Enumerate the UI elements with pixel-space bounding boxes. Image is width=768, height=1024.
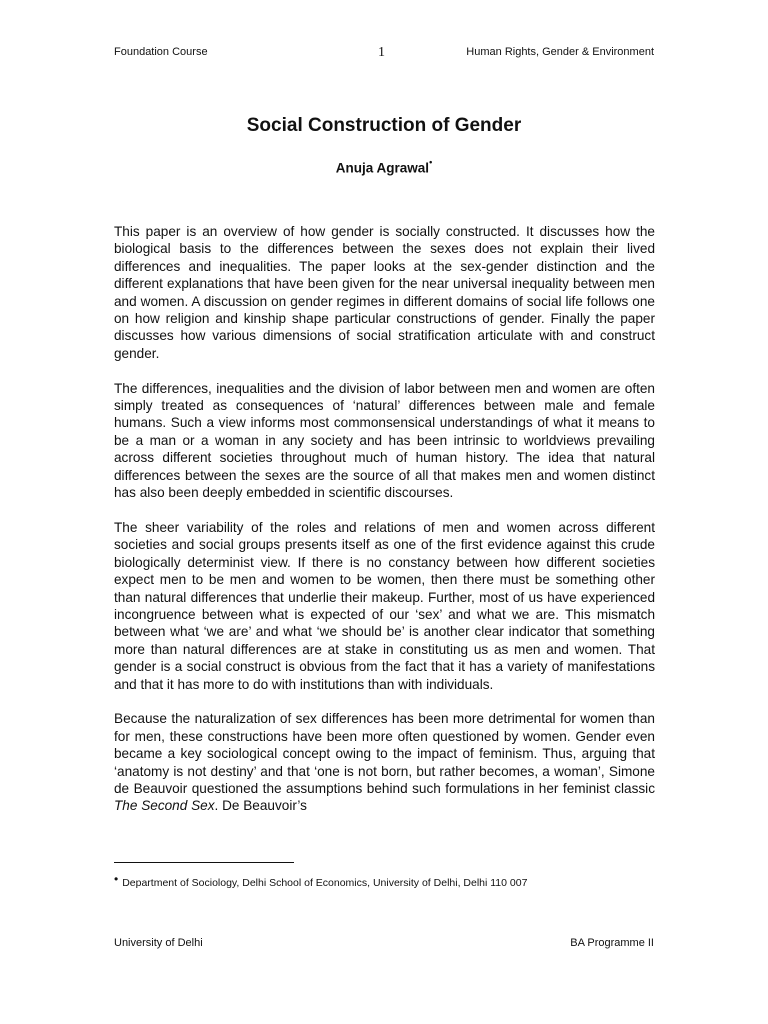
paragraph-naturalization [114,710,655,814]
paragraph-abstract: This paper is an overview of how gender is socially constructed. It discusses how the biological basis to the differences between the sexes does not explain their lived differences and inequalities. The paper looks at the sex-gender distinction and the different explanations that have been given for the near universal inequality between men and women. A discussion on gender regimes in different domains of social life follows one on how religion and kinship shape particular constructions of gender. Finally the paper discusses how various dimensions of social stratification articulate with and construct gender. [114,224,655,361]
paragraph-text: Because the naturalization of sex differences has been more detrimental for women than for men, these constructions have been more often questioned by women. Gender even became a key sociological concept owing to the impact of feminism. Thus, arguing that ‘anatomy is not destiny’ and that ‘one is not born, but rather becomes, a woman’, Simone de Beauvoir questioned the assumptions behind such formulations in her feminist classic [114,711,655,796]
paragraph-variability: The sheer variability of the roles and relations of men and women across different societies and social groups presents itself as one of the first evidence against this crude biologically determinist view. If there is no constancy between how different societies expect men to be men and women to be women, then there must be something other than natural differences that underlie their makeup. Further, most of us have experienced incongruence between what is expected of our ‘sex’ and what we are. This mismatch between what ‘we are’ and what ‘we should be’ is another clear indicator that something more than natural differences are at stake in constituting us as men and women. That gender is a social construct is obvious from the fact that it has a variety of manifestations and that it has more to do with institutions than with individuals. [114,519,655,692]
book-title: The Second Sex [114,798,215,814]
author-line [0,155,768,178]
paper-title: Social Construction of Gender [246,115,522,136]
header-course: Foundation Course [114,46,208,58]
author-footnote-mark: • [429,157,433,167]
body-text [114,223,655,815]
author-name: Anuja Agrawal [335,160,430,176]
paragraph-natural-differences: The differences, inequalities and the division of labor between men and women are often simply treated as consequences of ‘natural’ differences between male and female humans. Such a view informs most commonsensical understandings of what it means to be a man or a woman in any society and has been intrinsic to worldviews prevailing across different societies throughout much of human history. The idea that natural differences between the sexes are the source of all that makes men and women distinct has also been deeply embedded in scientific discourses. [114,380,655,501]
footnote-mark: • [114,872,119,886]
footnote-text: Department of Sociology, Delhi School of Economics, University of Delhi, Delhi 110 007 [122,877,528,889]
page-number: 1 [378,45,385,60]
footnote [114,872,528,890]
footer-programme: BA Programme II [570,937,654,949]
footer-university: University of Delhi [114,937,203,949]
header-subject: Human Rights, Gender & Environment [466,46,654,58]
paragraph-text-end: . De Beauvoir’s [214,798,307,814]
footnote-divider [114,862,294,863]
